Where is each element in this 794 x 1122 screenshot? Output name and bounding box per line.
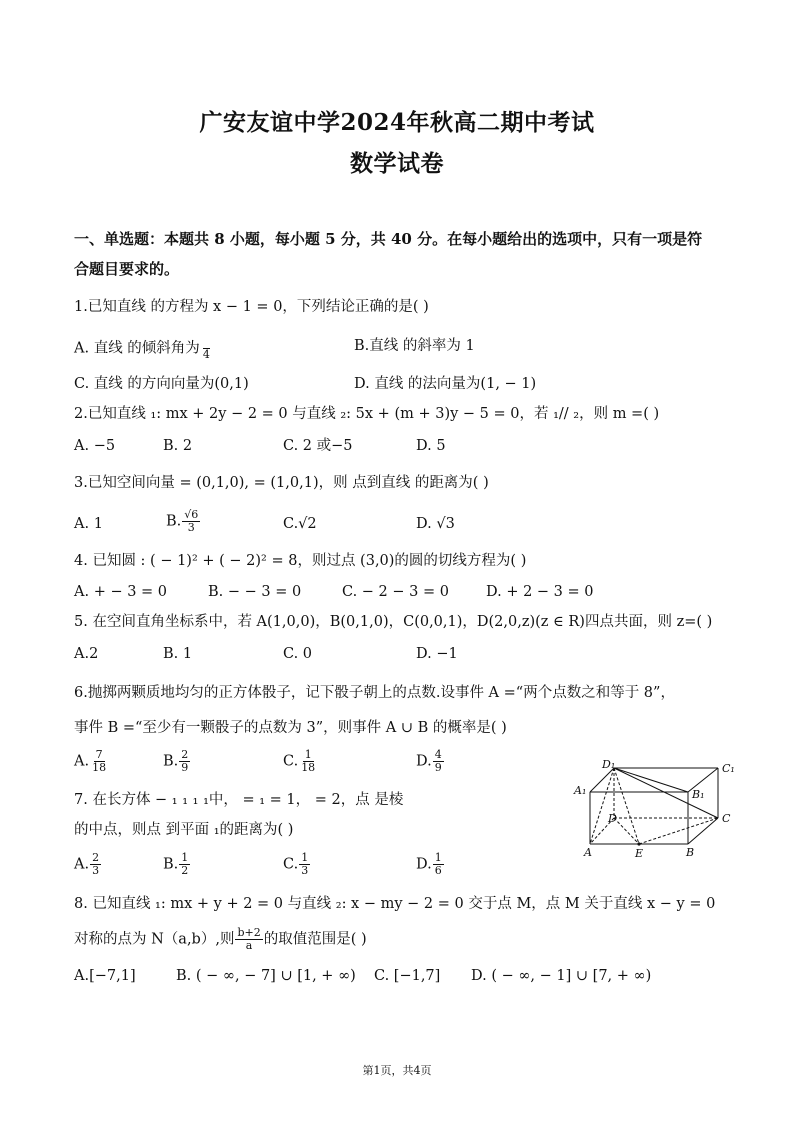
frac-den: a [245,939,253,952]
question-1-option-d: D. 直线 的法向量为(1, − 1) [354,376,537,392]
question-5-option-d: D. −1 [416,646,458,662]
question-1-option-a [74,336,213,361]
question-2-option-d: D. 5 [416,438,446,454]
frac-num: 4 [434,748,442,761]
question-2-stem: 2.已知直线 ₁: mx + 2y − 2 = 0 与直线 ₂: 5x + (m + 3)y − 5 = 0，若 ₁// ₂，则 m =( ) [74,406,660,422]
vertex-label-a1: A₁ [574,784,587,797]
question-7-option-c [283,852,311,877]
option-prefix: D. [416,753,432,770]
question-2-option-a: A. −5 [74,438,116,454]
question-4-option-b: B. − − 3 = 0 [208,584,302,600]
question-4-option-a: A. + − 3 = 0 [74,584,168,600]
question-7-option-d [416,852,445,877]
vertex-label-b1: B₁ [692,788,705,801]
vertex-label-d: D [608,812,617,825]
frac-den: 3 [187,521,195,534]
question-6-option-c [283,749,318,774]
option-prefix: B. [163,856,179,873]
frac-den: 3 [301,864,309,877]
question-7-stem-line1: 7. 在长方体 − ₁ ₁ ₁ ₁中， = ₁ = 1， = 2，点 是棱 [74,792,404,808]
option-prefix: A. [74,856,90,873]
frac-den: 4 [202,348,210,361]
question-7-stem-line2: 的中点，则点 到平面 ₁的距离为( ) [74,822,294,838]
question-1-option-c: C. 直线 的方向向量为(0,1) [74,376,249,392]
question-5-stem: 5. 在空间直角坐标系中，若 A(1,0,0)，B(0,1,0)，C(0,0,1)，D(2,0,z)(z ∈ R)四点共面，则 z=( ) [74,614,713,630]
question-7-option-b [163,852,191,877]
question-8-stem-line2 [74,927,367,952]
frac-num: 1 [304,748,312,761]
question-5-option-c: C. 0 [283,646,313,662]
option-frac [90,749,108,774]
question-4-option-c: C. − 2 − 3 = 0 [342,584,449,600]
page-footer: 第1页，共4页 [362,1064,432,1077]
vertex-label-c: C [722,812,731,825]
cuboid-figure [572,756,744,862]
question-5-option-a: A.2 [74,646,99,662]
question-5-option-b: B. 1 [163,646,193,662]
option-prefix: C. [283,856,299,873]
frac-den: 18 [92,761,107,774]
section-heading-line2: 合题目要求的。 [74,260,180,278]
vertex-label-c1: C₁ [722,762,735,775]
section-heading-line1: 一、单选题：本题共 8 小题，每小题 5 分，共 40 分。在每小题给出的选项中，只有一项是符 [74,230,703,248]
question-3-option-d: D. √3 [416,516,455,532]
vertex-label-a: A [584,846,592,859]
frac-num: √6 [184,508,199,521]
option-prefix: B. [166,513,182,530]
question-1-option-a-frac [201,336,212,361]
frac-num: b+2 [237,926,261,939]
frac-num: 1 [434,851,442,864]
option-frac [299,749,317,774]
option-prefix: C. [283,753,299,770]
question-6-stem-line2: 事件 B =“至少有一颗骰子的点数为 3”，则事件 A ∪ B 的概率是( ) [74,720,507,736]
vertex-label-e: E [635,847,644,860]
question-7-option-a [74,852,102,877]
question-4-option-d: D. + 2 − 3 = 0 [486,584,594,600]
frac-den: 9 [434,761,442,774]
frac-den: 2 [181,864,189,877]
point-e-dot [637,842,640,845]
question-1-option-b: B.直线 的斜率为 1 [354,338,475,354]
vertex-label-b: B [686,846,695,859]
question-4-stem: 4. 已知圆 : ( − 1)² + ( − 2)² = 8，则过点 (3,0)的圆的切线方程为( ) [74,553,527,569]
frac-num: 2 [92,851,100,864]
option-frac [90,852,101,877]
option-frac [433,749,444,774]
question-6-option-a [74,749,109,774]
question-8-option-c: C. [−1,7] [374,968,441,984]
question-8-option-b: B. ( − ∞, − 7] ∪ [1, + ∞) [176,968,356,984]
option-frac [433,852,444,877]
question-2-option-c: C. 2 或−5 [283,438,353,454]
question-8-option-a: A.[−7,1] [74,968,136,984]
frac-den: 18 [301,761,316,774]
question-3-option-b-frac [182,509,200,534]
frac-num: 2 [181,748,189,761]
option-frac [179,749,190,774]
option-prefix: D. [416,856,432,873]
option-frac [299,852,310,877]
exam-subtitle: 数学试卷 [350,150,444,177]
question-8-option-d: D. ( − ∞, − 1] ∪ [7, + ∞) [471,968,652,984]
frac-den: 3 [92,864,100,877]
question-3-option-c: C.√2 [283,516,317,532]
question-3-option-a: A. 1 [74,516,103,532]
frac-num: 7 [95,748,103,761]
frac-num: 1 [181,851,189,864]
exam-title: 广安友谊中学2024年秋高二期中考试 [199,109,595,136]
question-3-option-b [166,509,201,534]
question-6-option-b [163,749,191,774]
frac-num: 1 [301,851,309,864]
frac-den: 6 [434,864,442,877]
question-1-stem: 1.已知直线 的方程为 x − 1 = 0，下列结论正确的是( ) [74,299,429,315]
option-prefix: B. [163,753,179,770]
question-6-stem-line1: 6.抛掷两颗质地均匀的正方体骰子，记下骰子朝上的点数.设事件 A =“两个点数之和等于 8”， [74,685,675,701]
stem-suffix: 的取值范围是( ) [263,931,367,948]
vertex-label-d1: D₁ [602,758,616,771]
question-8-stem-line1: 8. 已知直线 ₁: mx + y + 2 = 0 与直线 ₂: x − my − 2 = 0 交于点 M，点 M 关于直线 x − y = 0 [74,896,716,912]
question-2-option-b: B. 2 [163,438,193,454]
question-3-stem: 3.已知空间向量 = (0,1,0), = (1,0,1)，则 点到直线 的距离为( ) [74,475,489,491]
stem-prefix: 对称的点为 N（a,b）,则 [74,931,235,948]
question-1-option-a-text: A. 直线 的倾斜角为 [74,340,200,357]
option-prefix: A. [74,753,90,770]
option-frac [179,852,190,877]
question-6-option-d [416,749,445,774]
frac-den: 9 [181,761,189,774]
question-8-frac [235,927,262,952]
